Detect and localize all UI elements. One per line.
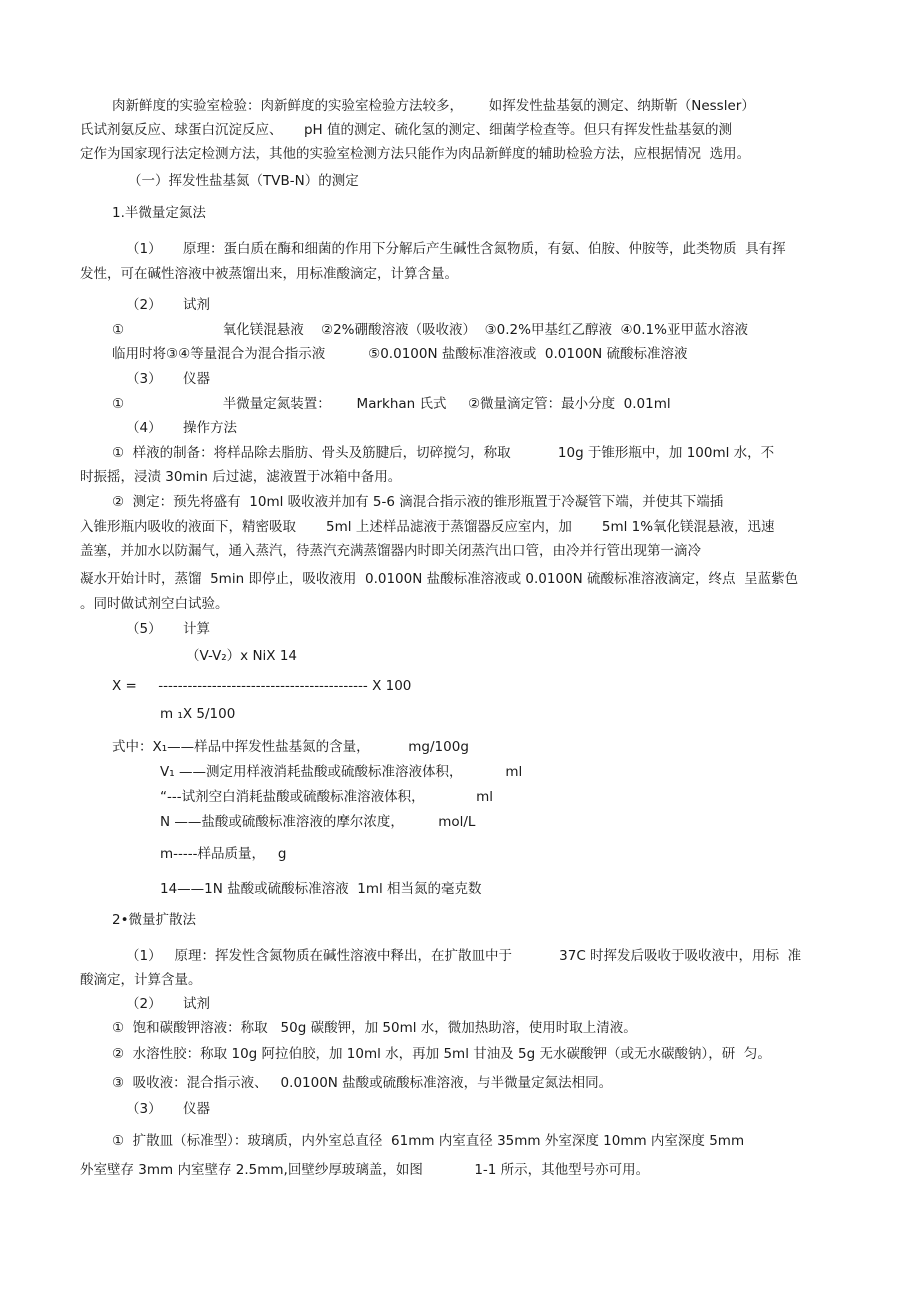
text-line: 定作为国家现行法定检测方法，其他的实验室检测方法只能作为肉品新鲜度的辅助检验方法，应根据情况 选用。 — [80, 146, 751, 162]
text-line: 临用时将③④等量混合为混合指示液 ⑤0.0100N 盐酸标准溶液或 0.0100N 硫酸标准溶液 — [112, 346, 688, 362]
text-line: 14——1N 盐酸或硫酸标准溶液 1ml 相当氮的毫克数 — [160, 881, 482, 897]
text-line: 。同时做试剂空白试验。 — [80, 596, 229, 612]
text-line: 发性，可在碱性溶液中被蒸馏出来，用标准酸滴定，计算含量。 — [80, 266, 458, 282]
text-line: 时振摇，浸渍 30min 后过滤，滤液置于冰箱中备用。 — [80, 469, 402, 485]
text-line: ① 氧化镁混悬液 ②2%硼酸溶液（吸收液） ③0.2%甲基红乙醇液 ④0.1%亚甲蓝水溶液 — [112, 322, 748, 338]
formula-numerator: （V-V₂）x NiX 14 — [186, 648, 298, 664]
text-line: 盖塞，并加水以防漏气，通入蒸汽，待蒸汽充满蒸馏器内时即关闭蒸汽出口管，由冷并行管出现第一滴冷 — [80, 543, 701, 559]
text-line: （1） 原理：挥发性含氮物质在碱性溶液中释出，在扩散皿中于 37C 时挥发后吸收于吸收液中，用标 准 — [126, 948, 802, 964]
text-line: 肉新鲜度的实验室检验：肉新鲜度的实验室检验方法较多， 如挥发性盐基氨的测定、纳斯靳（Nessler） — [112, 98, 755, 114]
subsection-heading: （3） 仪器 — [126, 1101, 211, 1117]
method-heading: 2•微量扩散法 — [112, 912, 197, 928]
text-line: ① 扩散皿（标准型）：玻璃质，内外室总直径 61mm 内室直径 35mm 外室深度 10mm 内室深度 5mm — [112, 1133, 745, 1149]
text-line: m-----样品质量， g — [160, 846, 287, 862]
method-heading: 1.半微量定氮法 — [112, 205, 206, 221]
text-line: 外室壁存 3mm 内室壁存 2.5mm,回壁纱厚玻璃盖，如图 1-1 所示，其他型号亦可用。 — [80, 1162, 650, 1178]
text-line: 氏试剂氨反应、球蛋白沉淀反应、 pH 值的测定、硫化氢的测定、细菌学检查等。但只有挥发性盐基氨的测 — [80, 122, 732, 138]
formula-denominator: m ₁X 5/100 — [160, 706, 236, 722]
text-line: 凝水开始计时，蒸馏 5min 即停止，吸收液用 0.0100N 盐酸标准溶液或 0.0100N 硫酸标准溶液滴定，终点 呈蓝紫色 — [80, 571, 799, 587]
subsection-heading: （3） 仪器 — [126, 371, 211, 387]
text-line: ② 水溶性胶：称取 10g 阿拉伯胶，加 10ml 水，再加 5ml 甘油及 5g 无水碳酸钾（或无水碳酸钠），研 匀。 — [112, 1046, 771, 1062]
text-line: ① 样液的制备：将样品除去脂肪、骨头及筋腱后，切碎搅匀，称取 10g 于锥形瓶中，加 100ml 水，不 — [112, 445, 775, 461]
text-line: N ——盐酸或硫酸标准溶液的摩尔浓度， mol/L — [160, 814, 476, 830]
text-line: 酸滴定，计算含量。 — [80, 972, 202, 988]
section-heading: （一）挥发性盐基氮（TVB-N）的测定 — [128, 173, 359, 189]
subsection-heading: （4） 操作方法 — [126, 420, 238, 436]
text-line: 式中：X₁——样品中挥发性盐基氮的含量， mg/100g — [112, 739, 469, 755]
formula-line: X = ------------------------------------------- X 100 — [112, 678, 412, 694]
subsection-heading: （2） 试剂 — [126, 996, 211, 1012]
text-line: “---试剂空白消耗盐酸或硫酸标准溶液体积， ml — [160, 789, 494, 805]
text-line: ② 测定：预先将盛有 10ml 吸收液并加有 5-6 滴混合指示液的锥形瓶置于冷凝管下端，并使其下端插 — [112, 494, 724, 510]
text-line: V₁ ——测定用样液消耗盐酸或硫酸标准溶液体积， ml — [160, 764, 523, 780]
text-line: ③ 吸收液：混合指示液、 0.0100N 盐酸或硫酸标准溶液，与半微量定氮法相同。 — [112, 1075, 613, 1091]
text-line: ① 半微量定氮装置： Markhan 氏式 ②微量滴定管：最小分度 0.01ml — [112, 396, 671, 412]
subsection-heading: （2） 试剂 — [126, 297, 211, 313]
text-line: 入锥形瓶内吸收的液面下，精密吸取 5ml 上述样品滤液于蒸馏器反应室内，加 5ml 1%氧化镁混悬液，迅速 — [80, 519, 775, 535]
text-line: （1） 原理：蛋白质在酶和细菌的作用下分解后产生碱性含氮物质，有氨、伯胺、仲胺等，此类物质 具有挥 — [126, 241, 786, 257]
subsection-heading: （5） 计算 — [126, 621, 211, 637]
text-line: ① 饱和碳酸钾溶液：称取 50g 碳酸钾，加 50ml 水，微加热助溶，使用时取上清液。 — [112, 1020, 637, 1036]
